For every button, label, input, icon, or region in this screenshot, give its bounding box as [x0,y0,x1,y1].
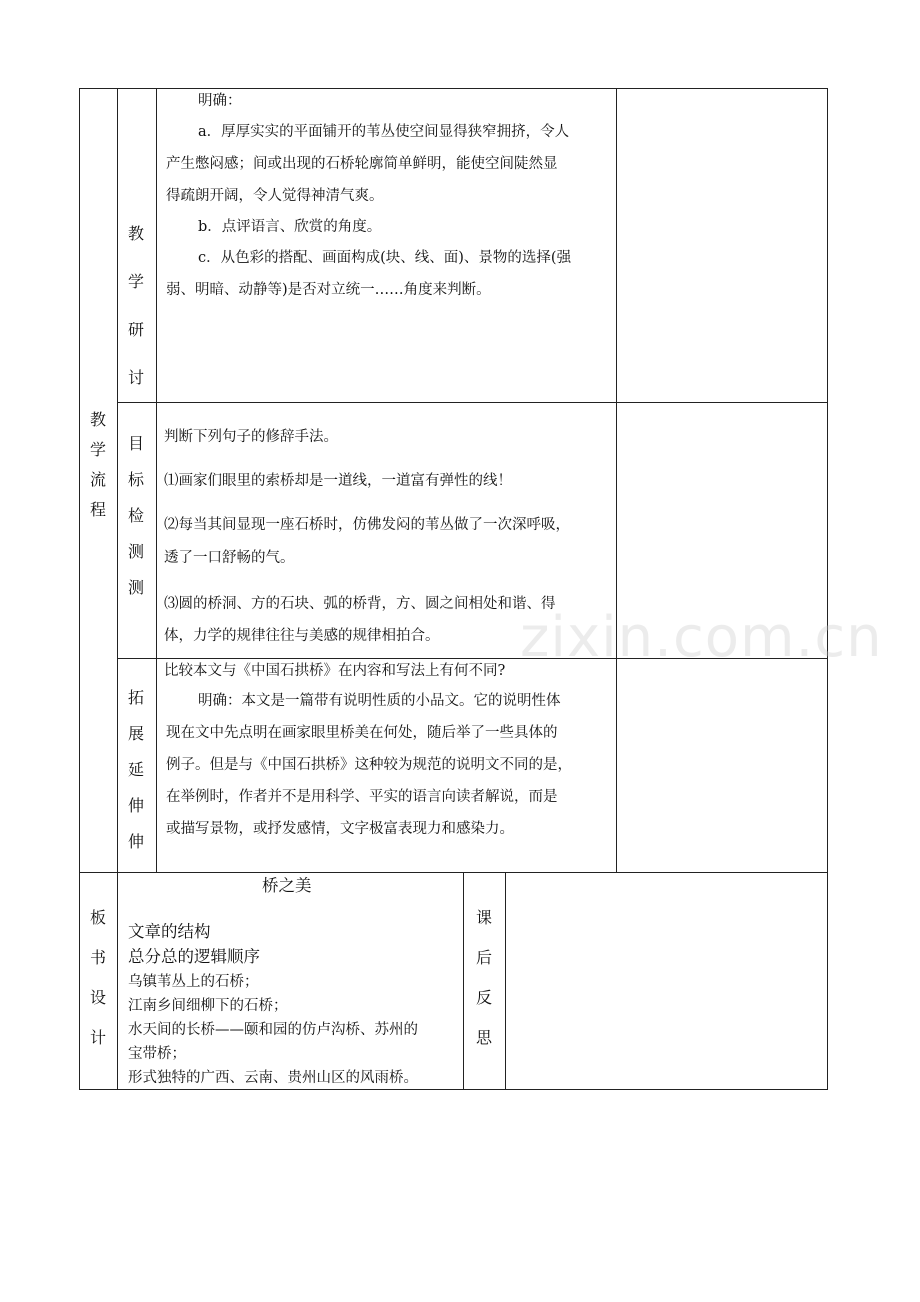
board-item: 江南乡间细柳下的石桥； [128,998,288,1014]
reflection-label: 课 后 反 思 [475,908,492,1047]
research-line-4: 得疏朗开阔，令人觉得神清气爽。 [166,188,384,204]
test-line-5: ⑶圆的桥洞、方的石块、弧的桥背，方、圆之间相处和谐、得 [164,596,556,612]
board-label: 板 书 设 计 [89,908,106,1047]
divider-reflection-label [505,872,506,1090]
extension-line-3: 现在文中先点明在画家眼里桥美在何处，随后举了一些具体的 [166,725,558,741]
test-label-extra: 测 [127,578,144,597]
test-line-1: 判断下列句子的修辞手法。 [164,429,338,445]
table-border-bottom [79,1089,828,1090]
divider-outer-col [117,88,118,1090]
table-border-top [79,88,828,89]
research-label: 教 学 研 讨 [127,224,144,387]
test-label: 目 标 检 测 [127,434,144,561]
test-line-4: 透了一口舒畅的气。 [164,550,295,566]
divider-row-1 [117,402,828,403]
board-title: 桥之美 [262,876,312,895]
research-line-1: 明确： [198,93,242,109]
process-label: 教 学 流 程 [89,410,106,519]
divider-board-right [463,872,464,1090]
extension-line-1: 比较本文与《中国石拱桥》在内容和写法上有何不同? [164,663,506,679]
research-line-3: 产生憋闷感；间或出现的石桥轮廓简单鲜明，能使空间陡然显 [166,156,558,172]
research-line-2: a．厚厚实实的平面铺开的苇丛使空间显得狭窄拥挤，令人 [198,124,570,140]
board-heading-order: 总分总的逻辑顺序 [128,947,260,966]
board-item: 水天间的长桥——颐和园的仿卢沟桥、苏州的 [128,1022,418,1038]
watermark: zixin.com.cn [520,605,883,670]
table-border-right [827,88,828,1090]
board-item: 宝带桥； [128,1046,186,1062]
board-item: 形式独特的广西、云南、贵州山区的风雨桥。 [128,1070,418,1086]
research-line-6: c．从色彩的搭配、画面构成(块、线、面)、景物的选择(强 [198,250,572,266]
research-line-7: 弱、明暗、动静等)是否对立统一……角度来判断。 [166,282,491,298]
research-line-5: b．点评语言、欣赏的角度。 [198,219,382,235]
board-item: 乌镇苇丛上的石桥； [128,974,259,990]
table-border-left [79,88,80,1090]
divider-content-col [616,88,617,873]
extension-line-6: 或描写景物，或抒发感情，文字极富表现力和感染力。 [166,821,514,837]
extension-line-5: 在举例时，作者并不是用科学、平实的语言向读者解说，而是 [166,789,558,805]
divider-row-3 [79,872,828,873]
test-line-2: ⑴画家们眼里的索桥却是一道线，一道富有弹性的线！ [164,473,512,489]
extension-line-4: 例子。但是与《中国石拱桥》这种较为规范的说明文不同的是， [166,757,572,773]
divider-label-col [156,88,157,873]
extension-line-2: 明确：本文是一篇带有说明性质的小品文。它的说明性体 [198,693,561,709]
extension-label: 拓 展 延 伸 伸 [127,688,144,851]
test-line-3: ⑵每当其间显现一座石桥时，仿佛发闷的苇丛做了一次深呼吸， [164,517,570,533]
test-line-6: 体，力学的规律往往与美感的规律相拍合。 [164,628,440,644]
board-heading-structure: 文章的结构 [128,922,211,941]
